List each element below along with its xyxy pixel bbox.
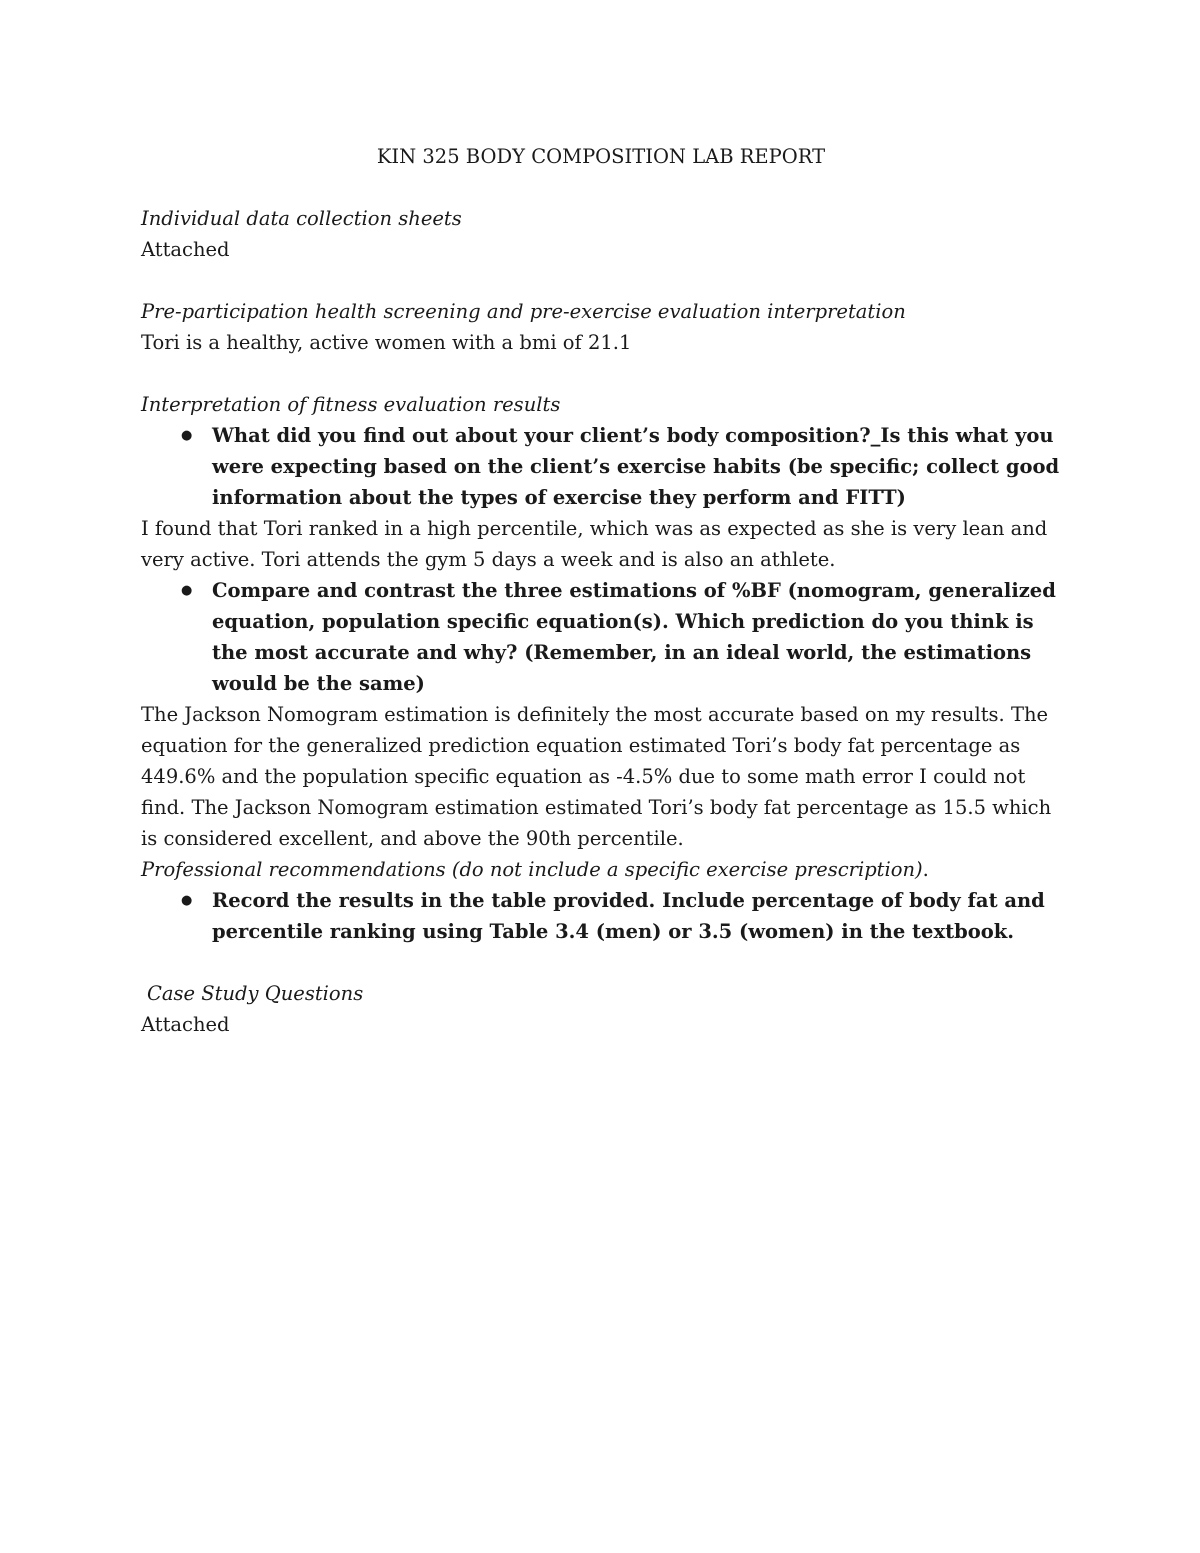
spacer (141, 358, 1061, 389)
data-sheets-heading: Individual data collection sheets (141, 207, 462, 230)
page-title: KIN 325 BODY COMPOSITION LAB REPORT (376, 145, 826, 168)
recommendations-item-1-text: Record the results in the table provided. Include percentage of body fat and percentile ranking using Table 3.4 (men) or 3.5 (women) in the textbook. (212, 889, 1045, 943)
bullet-icon: ● (181, 428, 193, 443)
fitness-question-list-1 (141, 420, 1061, 513)
spacer (141, 947, 1061, 978)
recommendations-heading (141, 854, 1061, 885)
fitness-answer-1: I found that Tori ranked in a high percentile, which was as expected as she is very lean and very active. Tori attends the gym 5 days a week and is also an athlete. (141, 517, 1048, 571)
fitness-question-2-text: Compare and contrast the three estimations of %BF (nomogram, generalized equation, population specific equation(s). Which prediction do you think is the most accurate and why? (Remember, in an ideal world, the estimations would be the same) (212, 579, 1056, 695)
screening-heading: Pre-participation health screening and pre-exercise evaluation interpretation (141, 300, 906, 323)
fitness-question-1-text: What did you find out about your client’s body composition?_Is this what you were expecting based on the client’s exercise habits (be specific; collect good information about the types of exercise they perform and FITT) (212, 424, 1060, 509)
data-sheets-body: Attached (141, 238, 230, 261)
recommendations-list (141, 885, 1061, 947)
recommendations-heading-suffix: . (922, 858, 929, 881)
bullet-icon: ● (181, 893, 193, 908)
fitness-heading: Interpretation of fitness evaluation results (141, 393, 561, 416)
fitness-question-list-2 (141, 575, 1061, 699)
recommendations-heading-text: Professional recommendations (do not include a specific exercise prescription) (141, 858, 923, 881)
fitness-question-2 (141, 575, 1061, 699)
spacer (141, 265, 1061, 296)
recommendations-item-1 (141, 885, 1061, 947)
fitness-question-1 (141, 420, 1061, 513)
document-content (141, 141, 1061, 1040)
case-study-body: Attached (141, 1013, 230, 1036)
fitness-answer-2: The Jackson Nomogram estimation is definitely the most accurate based on my results. The equation for the generalized prediction equation estimated Tori’s body fat percentage as 449.6% and the population specific equation as -4.5% due to some math error I could not find. The Jackson Nomogram estimation estimated Tori’s body fat percentage as 15.5 which is considered excellent, and above the 90th percentile. (141, 703, 1052, 850)
case-study-heading: Case Study Questions (147, 982, 364, 1005)
screening-body: Tori is a healthy, active women with a bmi of 21.1 (141, 331, 632, 354)
bullet-icon: ● (181, 583, 193, 598)
